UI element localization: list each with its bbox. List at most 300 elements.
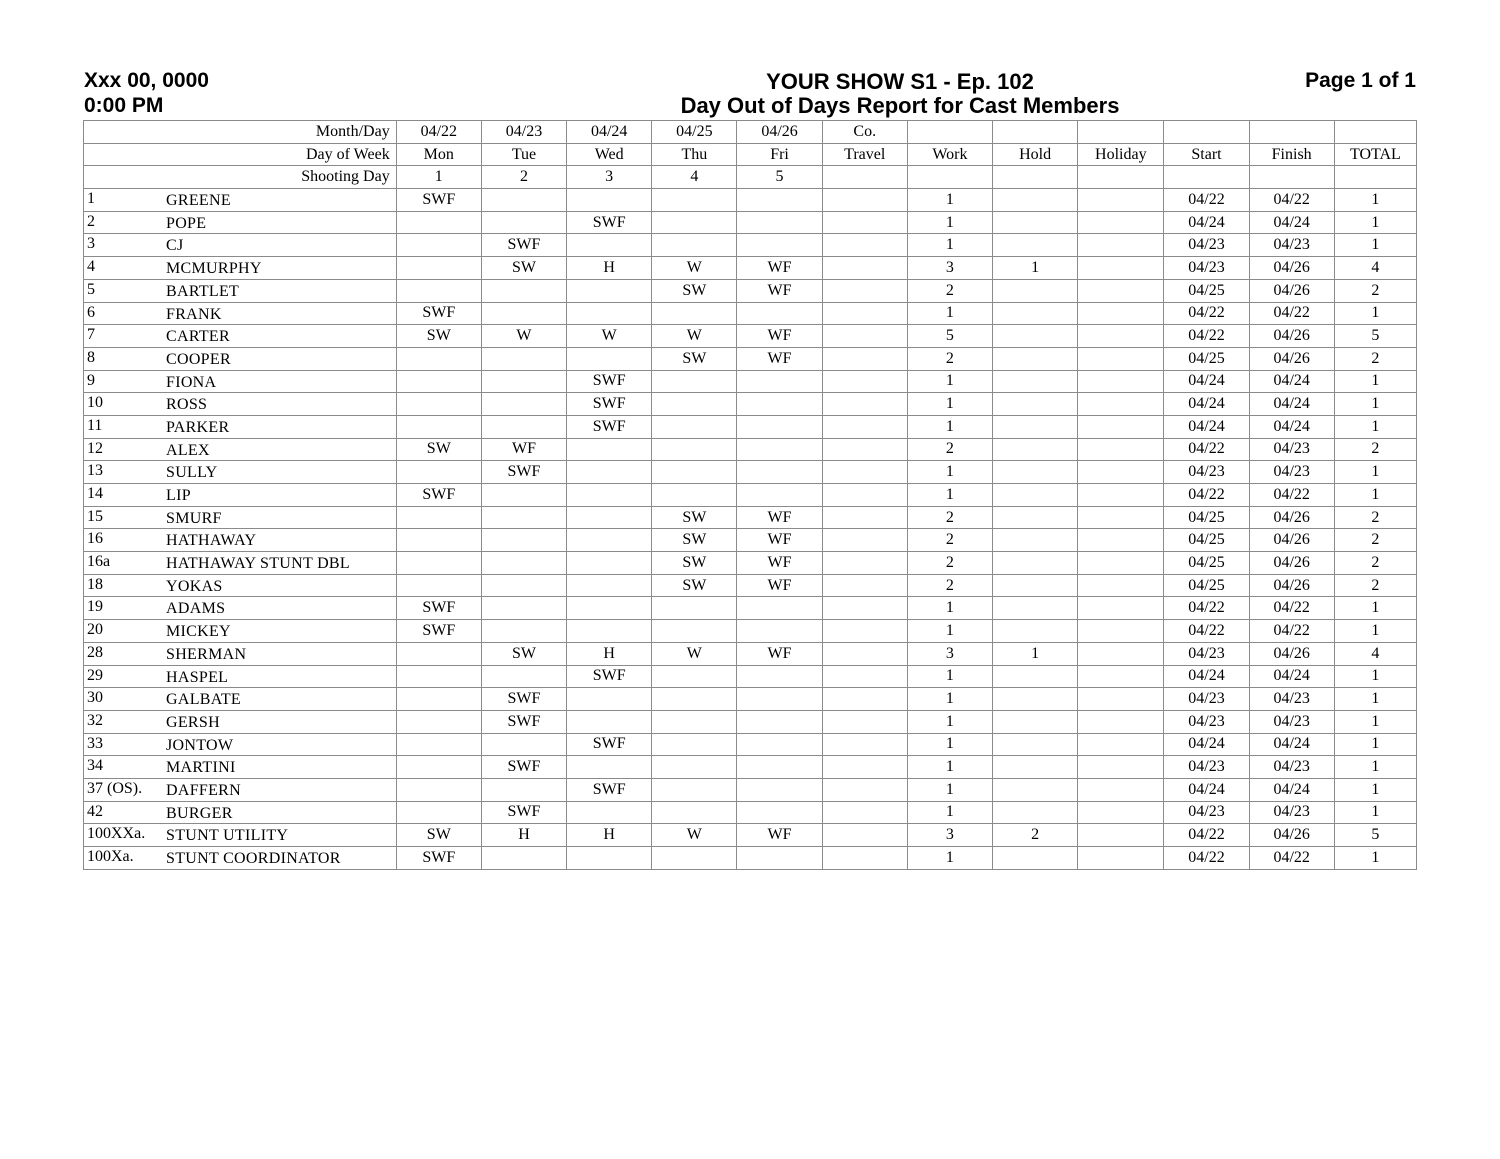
start-cell: 04/23 — [1164, 801, 1249, 824]
hold-cell — [993, 778, 1078, 801]
day-status-cell: W — [652, 824, 737, 847]
work-cell: 1 — [907, 302, 992, 325]
day-status-cell: SWF — [481, 710, 566, 733]
header-cell: Fri — [737, 143, 822, 166]
work-cell: 1 — [907, 710, 992, 733]
work-cell: 3 — [907, 257, 992, 280]
day-status-cell: SWF — [567, 393, 652, 416]
day-status-cell: SWF — [567, 211, 652, 234]
cast-id: 32 — [87, 711, 103, 729]
cast-id: 29 — [87, 666, 103, 684]
holiday-cell — [1078, 484, 1164, 507]
cast-member-cell — [84, 688, 397, 711]
day-status-cell: SWF — [481, 461, 566, 484]
cast-member-cell — [84, 506, 397, 529]
holiday-cell — [1078, 279, 1164, 302]
cast-id: 3 — [87, 235, 95, 253]
cast-member-cell — [84, 484, 397, 507]
total-cell: 1 — [1334, 597, 1416, 620]
holiday-cell — [1078, 393, 1164, 416]
day-status-cell — [567, 552, 652, 575]
hold-cell — [993, 552, 1078, 575]
day-status-cell: SW — [481, 642, 566, 665]
start-cell: 04/25 — [1164, 347, 1249, 370]
day-status-cell: SWF — [396, 189, 481, 212]
header-row-shooting-day — [84, 166, 1417, 189]
holiday-cell — [1078, 302, 1164, 325]
travel-cell — [822, 234, 907, 257]
table-row — [84, 302, 1417, 325]
table-row — [84, 189, 1417, 212]
table-row — [84, 438, 1417, 461]
day-status-cell — [567, 302, 652, 325]
finish-cell: 04/22 — [1249, 484, 1334, 507]
cast-member-cell — [84, 529, 397, 552]
header-cell — [907, 166, 992, 189]
total-cell: 1 — [1334, 370, 1416, 393]
day-status-cell — [567, 847, 652, 870]
day-status-cell — [396, 688, 481, 711]
holiday-cell — [1078, 438, 1164, 461]
day-status-cell — [567, 574, 652, 597]
travel-cell — [822, 710, 907, 733]
day-status-cell: WF — [737, 574, 822, 597]
hold-cell — [993, 574, 1078, 597]
day-status-cell — [481, 597, 566, 620]
hold-cell — [993, 847, 1078, 870]
day-status-cell — [567, 801, 652, 824]
report-date-time — [84, 68, 209, 118]
day-status-cell: SW — [481, 257, 566, 280]
finish-cell: 04/26 — [1249, 325, 1334, 348]
cast-member-cell — [84, 461, 397, 484]
cast-name: CARTER — [166, 328, 230, 346]
cast-name: GREENE — [166, 192, 231, 210]
day-status-cell — [396, 461, 481, 484]
holiday-cell — [1078, 325, 1164, 348]
work-cell: 1 — [907, 847, 992, 870]
header-cell: 04/22 — [396, 121, 481, 144]
finish-cell: 04/22 — [1249, 847, 1334, 870]
report-date: Xxx 00, 0000 — [84, 69, 209, 92]
day-status-cell: WF — [737, 506, 822, 529]
cast-name: SMURF — [166, 509, 222, 527]
cast-id: 37 (OS). — [87, 779, 143, 797]
day-status-cell — [396, 574, 481, 597]
finish-cell: 04/23 — [1249, 756, 1334, 779]
table-body — [84, 121, 1417, 870]
table-row — [84, 484, 1417, 507]
hold-cell — [993, 325, 1078, 348]
cast-member-cell — [84, 211, 397, 234]
hold-cell: 1 — [993, 257, 1078, 280]
holiday-cell — [1078, 211, 1164, 234]
cast-id: 100Xa. — [87, 848, 134, 865]
total-cell: 2 — [1334, 438, 1416, 461]
page-number: Page 1 of 1 — [1305, 69, 1416, 92]
cast-name: HASPEL — [166, 668, 229, 686]
total-cell: 1 — [1334, 484, 1416, 507]
header-cell: 04/23 — [481, 121, 566, 144]
day-status-cell — [652, 665, 737, 688]
total-cell: 1 — [1334, 393, 1416, 416]
day-status-cell — [396, 506, 481, 529]
hold-cell — [993, 393, 1078, 416]
day-status-cell — [396, 552, 481, 575]
cast-name: POPE — [166, 214, 207, 232]
day-status-cell — [737, 597, 822, 620]
cast-id: 13 — [87, 462, 103, 480]
cast-id: 30 — [87, 689, 103, 707]
start-cell: 04/24 — [1164, 370, 1249, 393]
day-status-cell — [737, 302, 822, 325]
header-cell: 04/24 — [567, 121, 652, 144]
work-cell: 2 — [907, 347, 992, 370]
hold-cell: 1 — [993, 642, 1078, 665]
finish-cell: 04/23 — [1249, 710, 1334, 733]
header-cell: Wed — [567, 143, 652, 166]
work-cell: 1 — [907, 415, 992, 438]
cast-id: 1 — [87, 190, 95, 208]
header-cell: 4 — [652, 166, 737, 189]
header-label: Shooting Day — [84, 166, 397, 189]
table-row — [84, 393, 1417, 416]
total-cell: 2 — [1334, 552, 1416, 575]
work-cell: 1 — [907, 393, 992, 416]
total-cell: 1 — [1334, 302, 1416, 325]
day-status-cell: SW — [652, 574, 737, 597]
table-row — [84, 756, 1417, 779]
travel-cell — [822, 438, 907, 461]
total-cell: 4 — [1334, 257, 1416, 280]
cast-name: STUNT COORDINATOR — [166, 850, 341, 867]
day-status-cell: SWF — [396, 484, 481, 507]
header-cell — [1334, 121, 1416, 144]
finish-cell: 04/22 — [1249, 189, 1334, 212]
cast-name: JONTOW — [166, 736, 234, 754]
hold-cell — [993, 756, 1078, 779]
work-cell: 1 — [907, 756, 992, 779]
day-status-cell — [652, 597, 737, 620]
header-cell: 5 — [737, 166, 822, 189]
header-cell: Co. — [822, 121, 907, 144]
cast-member-cell — [84, 370, 397, 393]
finish-cell: 04/26 — [1249, 347, 1334, 370]
start-cell: 04/22 — [1164, 824, 1249, 847]
finish-cell: 04/22 — [1249, 597, 1334, 620]
cast-id: 10 — [87, 394, 103, 412]
table-row — [84, 529, 1417, 552]
day-status-cell: H — [567, 824, 652, 847]
total-cell: 1 — [1334, 189, 1416, 212]
cast-name: HATHAWAY STUNT DBL — [166, 555, 350, 573]
work-cell: 1 — [907, 189, 992, 212]
total-cell: 1 — [1334, 461, 1416, 484]
day-status-cell: W — [652, 642, 737, 665]
day-status-cell — [567, 347, 652, 370]
day-status-cell — [396, 370, 481, 393]
day-out-of-days-table — [83, 120, 1417, 870]
day-status-cell: SW — [652, 506, 737, 529]
day-status-cell — [567, 234, 652, 257]
day-status-cell — [481, 347, 566, 370]
work-cell: 2 — [907, 279, 992, 302]
work-cell: 3 — [907, 642, 992, 665]
header-cell: Mon — [396, 143, 481, 166]
holiday-cell — [1078, 347, 1164, 370]
hold-cell — [993, 370, 1078, 393]
cast-id: 8 — [87, 348, 95, 366]
hold-cell — [993, 415, 1078, 438]
finish-cell: 04/24 — [1249, 665, 1334, 688]
finish-cell: 04/26 — [1249, 574, 1334, 597]
hold-cell — [993, 529, 1078, 552]
work-cell: 1 — [907, 688, 992, 711]
day-status-cell: WF — [737, 552, 822, 575]
cast-name: SHERMAN — [166, 645, 247, 663]
travel-cell — [822, 189, 907, 212]
day-status-cell — [737, 778, 822, 801]
cast-id: 11 — [87, 416, 103, 434]
day-status-cell: SW — [652, 347, 737, 370]
travel-cell — [822, 552, 907, 575]
total-cell: 1 — [1334, 801, 1416, 824]
day-status-cell — [652, 710, 737, 733]
total-cell: 1 — [1334, 665, 1416, 688]
holiday-cell — [1078, 824, 1164, 847]
finish-cell: 04/24 — [1249, 393, 1334, 416]
table-row — [84, 574, 1417, 597]
work-cell: 1 — [907, 211, 992, 234]
hold-cell — [993, 733, 1078, 756]
total-cell: 1 — [1334, 756, 1416, 779]
day-status-cell — [737, 847, 822, 870]
holiday-cell — [1078, 574, 1164, 597]
day-status-cell — [481, 484, 566, 507]
day-status-cell — [737, 211, 822, 234]
finish-cell: 04/22 — [1249, 620, 1334, 643]
start-cell: 04/25 — [1164, 529, 1249, 552]
travel-cell — [822, 597, 907, 620]
header-cell — [1164, 121, 1249, 144]
work-cell: 1 — [907, 778, 992, 801]
start-cell: 04/23 — [1164, 756, 1249, 779]
cast-member-cell — [84, 347, 397, 370]
start-cell: 04/24 — [1164, 393, 1249, 416]
day-status-cell: WF — [737, 824, 822, 847]
cast-name: ALEX — [166, 441, 210, 459]
header-cell: Start — [1164, 143, 1249, 166]
cast-id: 34 — [87, 757, 103, 775]
day-status-cell — [396, 393, 481, 416]
travel-cell — [822, 824, 907, 847]
day-status-cell — [652, 234, 737, 257]
cast-id: 16a — [87, 553, 111, 571]
hold-cell — [993, 461, 1078, 484]
travel-cell — [822, 484, 907, 507]
day-status-cell — [652, 756, 737, 779]
header-cell: 1 — [396, 166, 481, 189]
cast-member-cell — [84, 756, 397, 779]
cast-id: 16 — [87, 530, 103, 548]
cast-name: COOPER — [166, 350, 231, 368]
table-row — [84, 733, 1417, 756]
day-status-cell: SW — [652, 529, 737, 552]
total-cell: 2 — [1334, 347, 1416, 370]
hold-cell — [993, 484, 1078, 507]
hold-cell — [993, 506, 1078, 529]
cast-name: BARTLET — [166, 282, 240, 300]
day-status-cell — [652, 620, 737, 643]
cast-id: 33 — [87, 734, 103, 752]
total-cell: 1 — [1334, 778, 1416, 801]
day-status-cell — [652, 688, 737, 711]
work-cell: 2 — [907, 506, 992, 529]
day-status-cell: SW — [396, 438, 481, 461]
hold-cell — [993, 438, 1078, 461]
cast-id: 4 — [87, 258, 95, 276]
day-status-cell — [652, 189, 737, 212]
table-row — [84, 688, 1417, 711]
day-status-cell: SWF — [567, 733, 652, 756]
day-status-cell — [567, 506, 652, 529]
cast-name: SULLY — [166, 464, 218, 482]
finish-cell: 04/24 — [1249, 211, 1334, 234]
cast-name: LIP — [166, 487, 191, 504]
start-cell: 04/25 — [1164, 552, 1249, 575]
work-cell: 1 — [907, 370, 992, 393]
header-row-day-of-week — [84, 143, 1417, 166]
day-status-cell — [737, 370, 822, 393]
cast-member-cell — [84, 393, 397, 416]
work-cell: 2 — [907, 552, 992, 575]
total-cell: 1 — [1334, 415, 1416, 438]
header-row-month-day — [84, 121, 1417, 144]
start-cell: 04/22 — [1164, 597, 1249, 620]
day-status-cell — [396, 642, 481, 665]
day-status-cell: W — [652, 257, 737, 280]
travel-cell — [822, 847, 907, 870]
table-row — [84, 370, 1417, 393]
day-status-cell — [481, 620, 566, 643]
day-status-cell — [481, 665, 566, 688]
total-cell: 2 — [1334, 574, 1416, 597]
cast-id: 2 — [87, 212, 95, 230]
day-status-cell: SWF — [481, 234, 566, 257]
holiday-cell — [1078, 733, 1164, 756]
table-row — [84, 665, 1417, 688]
travel-cell — [822, 688, 907, 711]
day-status-cell: W — [567, 325, 652, 348]
table-row — [84, 778, 1417, 801]
holiday-cell — [1078, 620, 1164, 643]
travel-cell — [822, 325, 907, 348]
finish-cell: 04/23 — [1249, 801, 1334, 824]
day-status-cell — [652, 302, 737, 325]
day-status-cell: WF — [737, 529, 822, 552]
finish-cell: 04/26 — [1249, 552, 1334, 575]
cast-member-cell — [84, 847, 397, 870]
day-status-cell — [481, 415, 566, 438]
finish-cell: 04/26 — [1249, 257, 1334, 280]
work-cell: 1 — [907, 234, 992, 257]
cast-name: STUNT UTILITY — [166, 827, 289, 845]
cast-name: BURGER — [166, 804, 233, 822]
day-status-cell: SWF — [567, 665, 652, 688]
day-status-cell — [481, 211, 566, 234]
day-status-cell: SWF — [567, 370, 652, 393]
cast-member-cell — [84, 234, 397, 257]
table-row — [84, 279, 1417, 302]
work-cell: 1 — [907, 801, 992, 824]
day-status-cell: SWF — [396, 597, 481, 620]
holiday-cell — [1078, 415, 1164, 438]
day-status-cell — [567, 438, 652, 461]
day-status-cell — [481, 370, 566, 393]
cast-id: 12 — [87, 439, 103, 457]
travel-cell — [822, 801, 907, 824]
holiday-cell — [1078, 370, 1164, 393]
day-status-cell: SWF — [567, 415, 652, 438]
day-status-cell — [396, 211, 481, 234]
cast-member-cell — [84, 642, 397, 665]
finish-cell: 04/23 — [1249, 688, 1334, 711]
day-status-cell — [396, 733, 481, 756]
holiday-cell — [1078, 778, 1164, 801]
header-cell: 04/26 — [737, 121, 822, 144]
day-status-cell: WF — [737, 257, 822, 280]
day-status-cell — [567, 620, 652, 643]
start-cell: 04/22 — [1164, 438, 1249, 461]
holiday-cell — [1078, 234, 1164, 257]
start-cell: 04/24 — [1164, 778, 1249, 801]
day-status-cell — [567, 688, 652, 711]
table-row — [84, 642, 1417, 665]
day-status-cell — [481, 552, 566, 575]
day-status-cell: SWF — [481, 801, 566, 824]
day-status-cell — [652, 211, 737, 234]
header-cell — [907, 121, 992, 144]
day-status-cell — [737, 234, 822, 257]
cast-name: YOKAS — [166, 577, 223, 595]
cast-name: FIONA — [166, 373, 217, 391]
finish-cell: 04/24 — [1249, 370, 1334, 393]
cast-name: GALBATE — [166, 691, 241, 709]
header-cell: Holiday — [1078, 143, 1164, 166]
day-status-cell — [652, 461, 737, 484]
cast-id: 7 — [87, 326, 95, 344]
day-status-cell — [567, 461, 652, 484]
day-status-cell — [567, 484, 652, 507]
travel-cell — [822, 506, 907, 529]
start-cell: 04/23 — [1164, 710, 1249, 733]
cast-id: 20 — [87, 621, 103, 639]
travel-cell — [822, 574, 907, 597]
day-status-cell — [652, 847, 737, 870]
header-cell: Travel — [822, 143, 907, 166]
start-cell: 04/23 — [1164, 688, 1249, 711]
day-status-cell — [652, 801, 737, 824]
day-status-cell: W — [652, 325, 737, 348]
holiday-cell — [1078, 189, 1164, 212]
show-title: YOUR SHOW S1 - Ep. 102 — [766, 69, 1034, 94]
total-cell: 1 — [1334, 847, 1416, 870]
cast-member-cell — [84, 257, 397, 280]
start-cell: 04/23 — [1164, 234, 1249, 257]
day-status-cell — [481, 529, 566, 552]
day-status-cell — [652, 484, 737, 507]
travel-cell — [822, 778, 907, 801]
